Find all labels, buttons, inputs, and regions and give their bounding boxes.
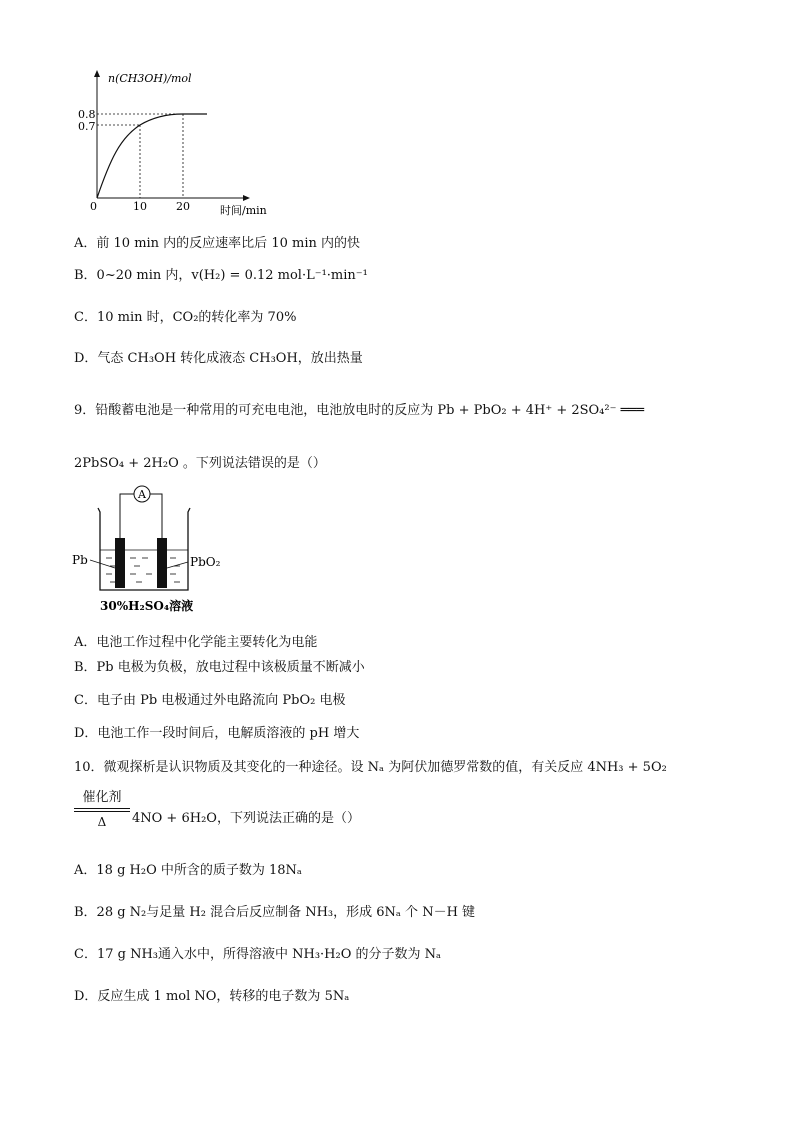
q10-option-a: A．18 g H₂O 中所含的质子数为 18Nₐ (74, 863, 302, 878)
q9-option-b: B．Pb 电极为负极，放电过程中该极质量不断减小 (74, 660, 365, 675)
ammeter-label: A (138, 488, 146, 501)
origin-label: 0 (90, 200, 97, 213)
pb-leader (90, 560, 115, 568)
q10-condition-arrow (74, 808, 130, 812)
solution-label: 30%H₂SO₄溶液 (100, 599, 194, 613)
y-axis-label: n(CH3OH)/mol (108, 72, 192, 85)
q10-stem-line1: 10．微观探析是认识物质及其变化的一种途径。设 Nₐ 为阿伏加德罗常数的值，有关反应 4NH₃ + 5O₂ (74, 760, 667, 775)
pbo2-leader (167, 562, 188, 568)
y-tick-08: 0.8 (78, 108, 96, 121)
beaker (98, 508, 190, 590)
left-wire (120, 494, 134, 543)
pbo2-electrode (157, 538, 167, 588)
pb-label: Pb (72, 553, 88, 567)
q9-option-c: C．电子由 Pb 电极通过外电路流向 PbO₂ 电极 (74, 693, 346, 708)
q8-option-d: D．气态 CH₃OH 转化成液态 CH₃OH，放出热量 (74, 351, 363, 366)
right-wire (150, 494, 162, 543)
pb-electrode (115, 538, 125, 588)
q9-option-a: A．电池工作过程中化学能主要转化为电能 (74, 635, 318, 650)
q9-stem-line2: 2PbSO₄ + 2H₂O 。下列说法错误的是（） (74, 456, 326, 471)
q10-condition-catalyst: 催化剂 (82, 790, 122, 805)
q9-option-d: D．电池工作一段时间后，电解质溶液的 pH 增大 (74, 726, 360, 741)
methanol-time-graph (70, 60, 290, 220)
q9-stem-line1: 9．铅酸蓄电池是一种常用的可充电电池，电池放电时的反应为 Pb + PbO₂ + 4H⁺ + 2SO₄²⁻ ═══ (74, 403, 645, 418)
q10-option-c: C．17 g NH₃通入水中，所得溶液中 NH₃·H₂O 的分子数为 Nₐ (74, 947, 442, 962)
q8-option-b: B．0~20 min 内，v(H₂) = 0.12 mol·L⁻¹·min⁻¹ (74, 268, 368, 283)
q10-option-d: D．反应生成 1 mol NO，转移的电子数为 5Nₐ (74, 989, 350, 1004)
y-axis-arrow (94, 70, 100, 77)
x-tick-10: 10 (133, 200, 147, 213)
n-ch3oh-curve (97, 114, 207, 198)
q10-option-b: B．28 g N₂与足量 H₂ 混合后反应制备 NH₃，形成 6Nₐ 个 N－H 键 (74, 905, 476, 920)
pbo2-label: PbO₂ (190, 555, 221, 569)
q10-reaction-condition (74, 790, 130, 830)
q8-option-c: C．10 min 时，CO₂的转化率为 70% (74, 310, 297, 325)
x-axis-arrow (243, 195, 250, 201)
y-tick-07: 0.7 (78, 120, 96, 133)
x-axis-label: 时间/min (220, 204, 267, 217)
q10-condition-heat: Δ (97, 815, 107, 829)
x-tick-20: 20 (176, 200, 190, 213)
lead-acid-battery-figure (70, 478, 240, 618)
q8-option-a: A．前 10 min 内的反应速率比后 10 min 内的快 (74, 236, 360, 251)
q10-stem-line2: 4NO + 6H₂O，下列说法正确的是（） (132, 811, 360, 826)
